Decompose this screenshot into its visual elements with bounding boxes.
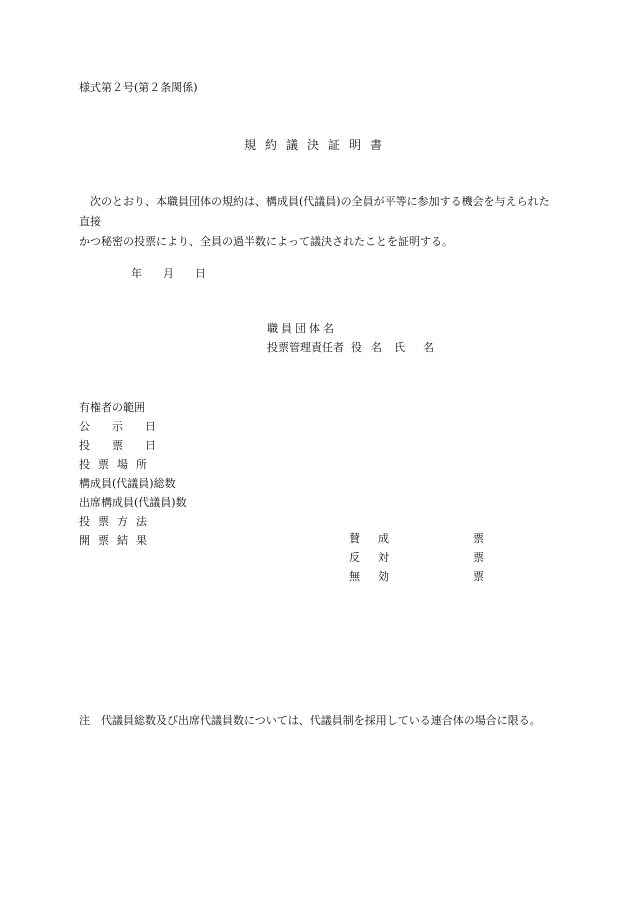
field-voting-place: 投票場所: [79, 458, 155, 471]
statement-line-1: 次のとおり、本職員団体の規約は、構成員(代議員)の全員が平等に参加する機会を与えられた直接: [79, 195, 550, 228]
result-row-against: [349, 548, 484, 567]
vote-results: [349, 529, 484, 586]
statement-line-2: かつ秘密の投票により、全員の過半数によって議決されたことを証明する。: [79, 235, 453, 248]
field-counting-result: 開票結果: [79, 534, 155, 547]
result-for-label: 賛成: [349, 532, 407, 545]
officer-role-label: 投票管理責任者: [267, 341, 344, 354]
footnote: 注 代議員総数及び出席代議員数については、代議員制を採用している連合体の場合に限る。: [79, 714, 541, 727]
officer-name-label: 名氏: [371, 341, 417, 354]
field-eligible-voters: 有権者の範囲: [79, 401, 145, 414]
field-notice-date: 公示日: [79, 420, 178, 433]
date-day-label: 日: [195, 267, 206, 280]
result-row-invalid: [349, 567, 484, 586]
result-against-label: 反対: [349, 551, 407, 564]
date-year-label: 年: [131, 267, 142, 280]
field-attending-members: 出席構成員(代議員)数: [79, 496, 187, 509]
result-for-unit: 票: [473, 532, 484, 545]
field-voting-date: 投票日: [79, 439, 178, 452]
officer-line: [267, 342, 434, 353]
officer-seal-label: 名: [423, 341, 434, 354]
certification-statement: [79, 192, 559, 252]
result-against-unit: 票: [473, 551, 484, 564]
date-month-label: 月: [163, 267, 174, 280]
organization-name-label: 職員団体名: [267, 322, 337, 335]
result-invalid-label: 無効: [349, 570, 407, 583]
document-title: 規約議決証明書: [244, 138, 392, 152]
date-line: [131, 268, 206, 279]
result-row-for: [349, 529, 484, 548]
field-voting-method: 投票方法: [79, 515, 155, 528]
voting-fields: [79, 398, 187, 550]
field-total-members: 構成員(代議員)総数: [79, 477, 176, 490]
form-number-label: 様式第２号(第２条関係): [79, 81, 198, 94]
officer-post-label: 役: [351, 341, 362, 354]
result-invalid-unit: 票: [473, 570, 484, 583]
